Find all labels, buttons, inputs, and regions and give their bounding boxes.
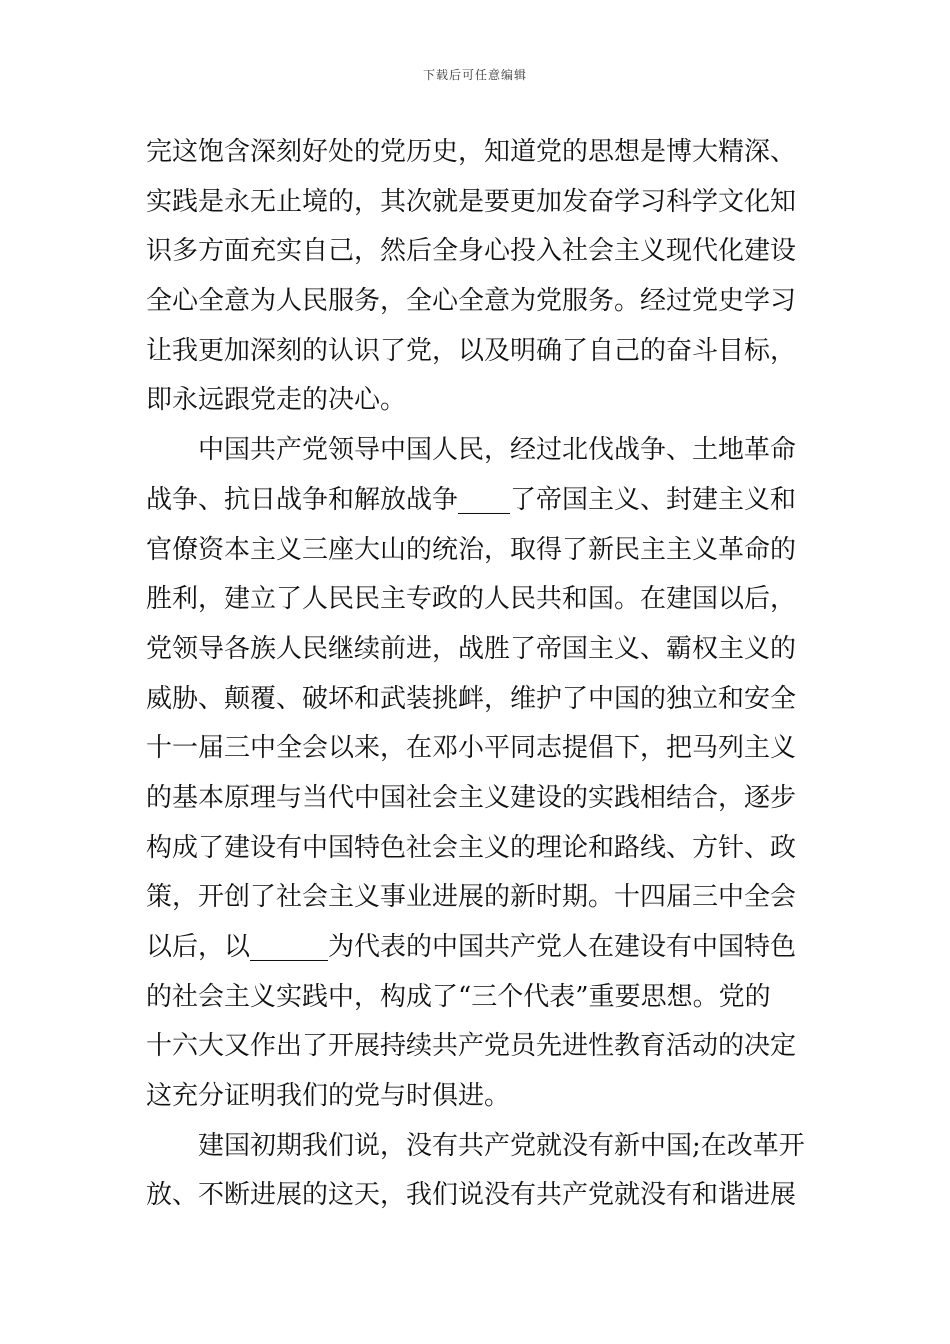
text-line: 官僚资本主义三座大山的统治，取得了新民主主义革命的 <box>146 534 797 565</box>
text-line: 的基本原理与当代中国社会主义建设的实践相结合，逐步 <box>146 782 797 813</box>
document-body <box>146 128 808 1221</box>
text-line: 战争、抗日战争和解放战争____了帝国主义、封建主义和 <box>146 484 797 515</box>
text-line: 党领导各族人民继续前进，战胜了帝国主义、霸权主义的 <box>146 633 797 664</box>
page-header: 下载后可任意编辑 <box>422 68 527 82</box>
text-line: 即永远跟党走的决心。 <box>146 385 407 416</box>
paragraph-start-line: 中国共产党领导中国人民，经过北伐战争、土地革命 <box>198 435 797 466</box>
text-line: 十六大又作出了开展持续共产党员先进性教育活动的决定 <box>146 1031 797 1062</box>
text-line: 实践是永无止境的，其次就是要更加发奋学习科学文化知 <box>146 186 797 217</box>
text-line: 胜利，建立了人民民主专政的人民共和国。在建国以后， <box>146 584 797 615</box>
text-line: 全心全意为人民服务，全心全意为党服务。经过党史学习 <box>146 286 797 317</box>
text-line: 策，开创了社会主义事业进展的新时期。十四届三中全会 <box>146 882 797 913</box>
paragraph-start-line: 建国初期我们说，没有共产党就没有新中国;在改革开 <box>198 1130 805 1161</box>
text-line: 的社会主义实践中，构成了“三个代表”重要思想。党的 <box>146 981 771 1012</box>
text-line: 构成了建设有中国特色社会主义的理论和路线、方针、政 <box>146 832 797 863</box>
text-line: 这充分证明我们的党与时俱进。 <box>146 1081 511 1112</box>
text-line: 十一届三中全会以来，在邓小平同志提倡下，把马列主义 <box>146 733 797 764</box>
text-line: 识多方面充实自己，然后全身心投入社会主义现代化建设 <box>146 236 797 267</box>
text-line: 放、不断进展的这天，我们说没有共产党就没有和谐进展 <box>146 1180 797 1211</box>
text-line: 以后，以______为代表的中国共产党人在建设有中国特色 <box>146 932 797 962</box>
text-line: 完这饱含深刻好处的党历史，知道党的思想是博大精深、 <box>146 137 797 167</box>
text-line: 威胁、颠覆、破坏和武装挑衅，维护了中国的独立和安全 <box>146 683 797 714</box>
text-line: 让我更加深刻的认识了党，以及明确了自己的奋斗目标， <box>146 335 797 366</box>
